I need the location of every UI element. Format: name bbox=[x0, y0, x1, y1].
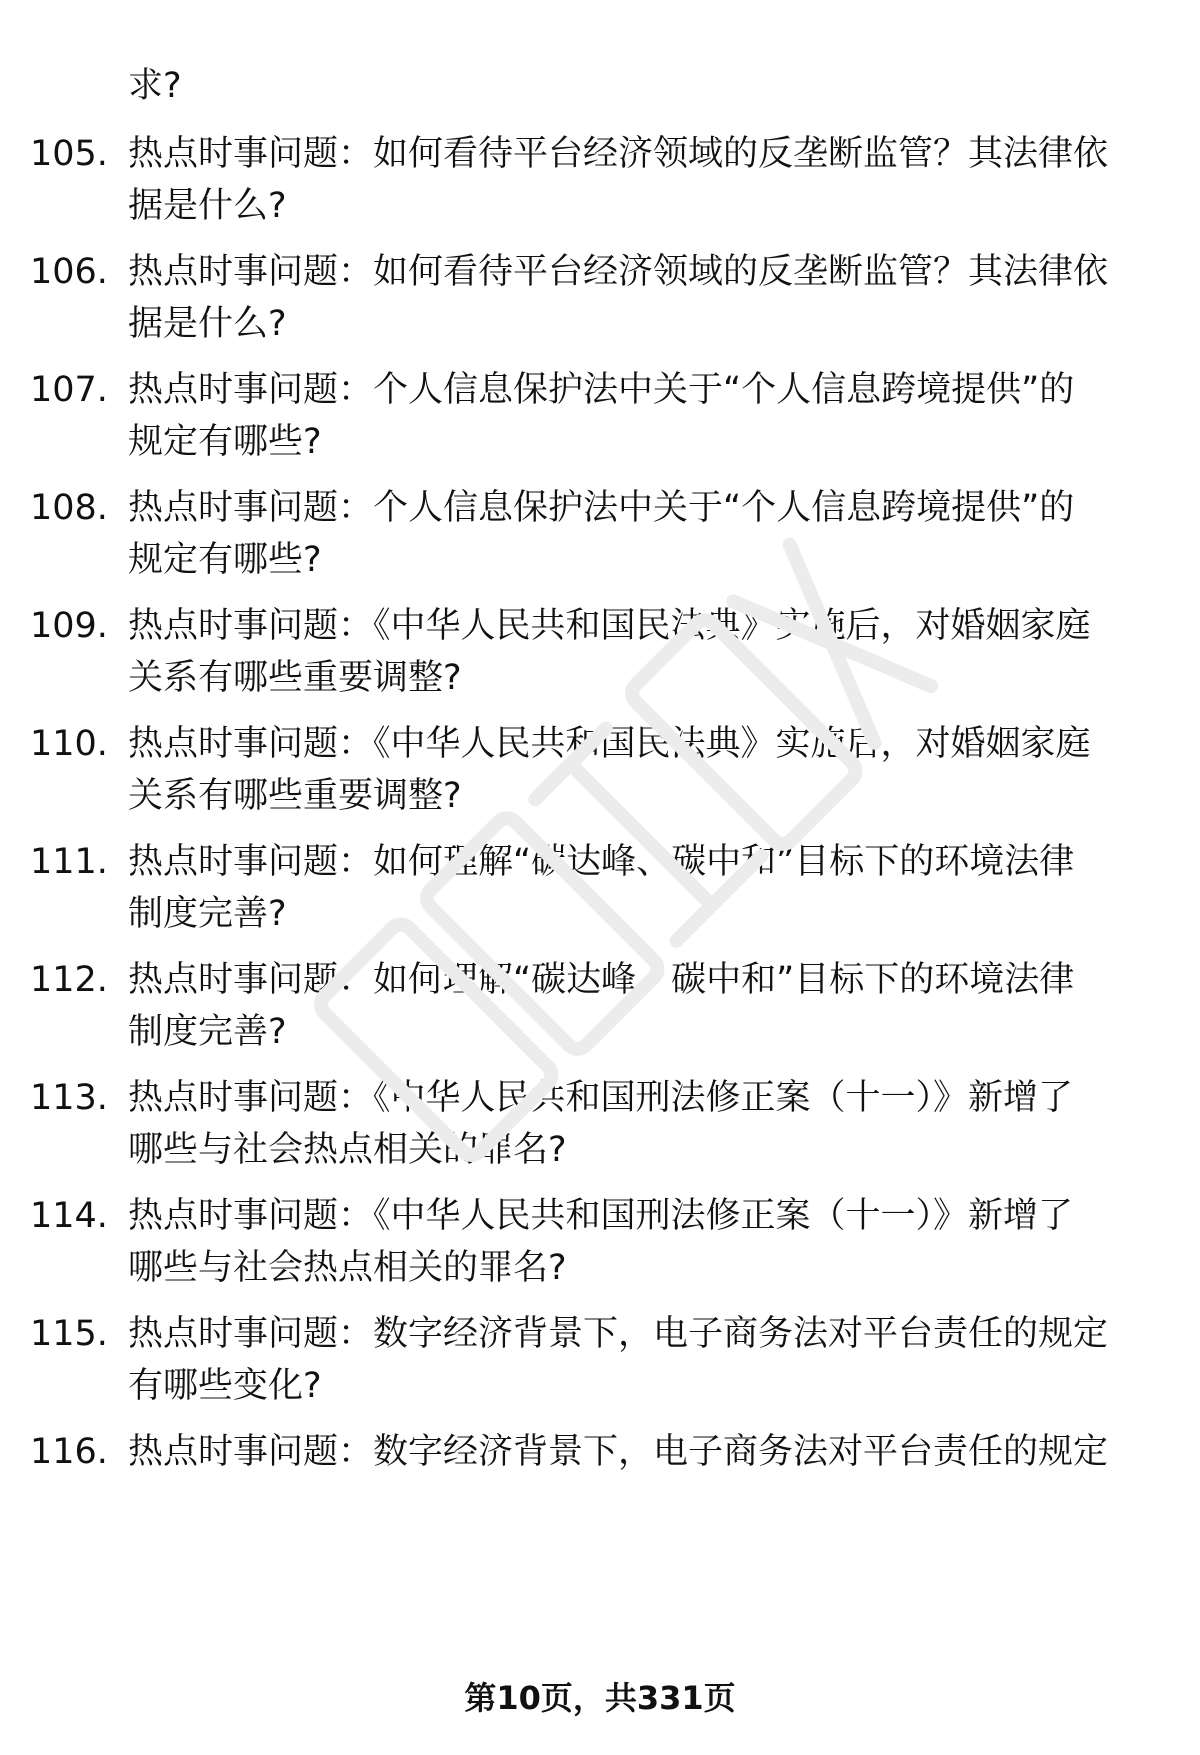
item-number: 109. bbox=[30, 606, 108, 646]
item-text-line: 制度完善? bbox=[128, 1012, 287, 1052]
item-text-line: 规定有哪些? bbox=[128, 422, 322, 462]
item-text-line: 有哪些变化? bbox=[128, 1366, 322, 1406]
item-text-line: 关系有哪些重要调整? bbox=[128, 776, 462, 816]
item-number: 112. bbox=[30, 960, 108, 1000]
item-text-line: 热点时事问题：个人信息保护法中关于“个人信息跨境提供”的 bbox=[128, 370, 1075, 410]
item-text bbox=[128, 364, 1138, 468]
continuation-text: 求? bbox=[128, 66, 182, 106]
item-number: 106. bbox=[30, 252, 108, 292]
item-text bbox=[128, 482, 1138, 586]
item-text-line: 据是什么? bbox=[128, 186, 287, 226]
item-number: 108. bbox=[30, 488, 108, 528]
item-text bbox=[128, 954, 1138, 1058]
item-text-line: 热点时事问题：数字经济背景下，电子商务法对平台责任的规定 bbox=[128, 1314, 1109, 1354]
item-text bbox=[128, 1426, 1138, 1478]
item-text-line: 热点时事问题：如何理解“碳达峰、碳中和”目标下的环境法律 bbox=[128, 842, 1075, 882]
item-number: 107. bbox=[30, 370, 108, 410]
item-number: 113. bbox=[30, 1078, 108, 1118]
item-text-line: 规定有哪些? bbox=[128, 540, 322, 580]
item-text-line: 热点时事问题：《中华人民共和国刑法修正案（十一）》新增了 bbox=[128, 1078, 1074, 1118]
item-text bbox=[128, 1308, 1138, 1412]
item-text-line: 热点时事问题：如何看待平台经济领域的反垄断监管？其法律依 bbox=[128, 252, 1109, 292]
item-text-line: 哪些与社会热点相关的罪名? bbox=[128, 1248, 567, 1288]
item-number: 111. bbox=[30, 842, 108, 882]
item-number: 105. bbox=[30, 134, 108, 174]
item-text bbox=[128, 836, 1138, 940]
item-text bbox=[128, 1190, 1138, 1294]
item-text-line: 关系有哪些重要调整? bbox=[128, 658, 462, 698]
item-text-line: 热点时事问题：《中华人民共和国刑法修正案（十一）》新增了 bbox=[128, 1196, 1074, 1236]
item-number: 114. bbox=[30, 1196, 108, 1236]
item-text-line: 热点时事问题：《中华人民共和国民法典》实施后，对婚姻家庭 bbox=[128, 606, 1091, 646]
item-text bbox=[128, 128, 1138, 232]
item-text-line: 据是什么? bbox=[128, 304, 287, 344]
item-text-line: 哪些与社会热点相关的罪名? bbox=[128, 1130, 567, 1170]
item-text bbox=[128, 246, 1138, 350]
item-text bbox=[128, 718, 1138, 822]
item-text bbox=[128, 1072, 1138, 1176]
item-number: 110. bbox=[30, 724, 108, 764]
item-text-line: 热点时事问题：个人信息保护法中关于“个人信息跨境提供”的 bbox=[128, 488, 1075, 528]
item-text-line: 热点时事问题：《中华人民共和国民法典》实施后，对婚姻家庭 bbox=[128, 724, 1091, 764]
item-text-line: 热点时事问题：如何看待平台经济领域的反垄断监管？其法律依 bbox=[128, 134, 1109, 174]
item-number: 116. bbox=[30, 1432, 108, 1472]
item-text-line: 热点时事问题：数字经济背景下，电子商务法对平台责任的规定 bbox=[128, 1432, 1109, 1472]
item-text-line: 制度完善? bbox=[128, 894, 287, 934]
item-text bbox=[128, 600, 1138, 704]
item-text-line: 热点时事问题：如何理解“碳达峰、碳中和”目标下的环境法律 bbox=[128, 960, 1075, 1000]
item-number: 115. bbox=[30, 1314, 108, 1354]
page-footer: 第10页，共331页 bbox=[464, 1679, 736, 1717]
